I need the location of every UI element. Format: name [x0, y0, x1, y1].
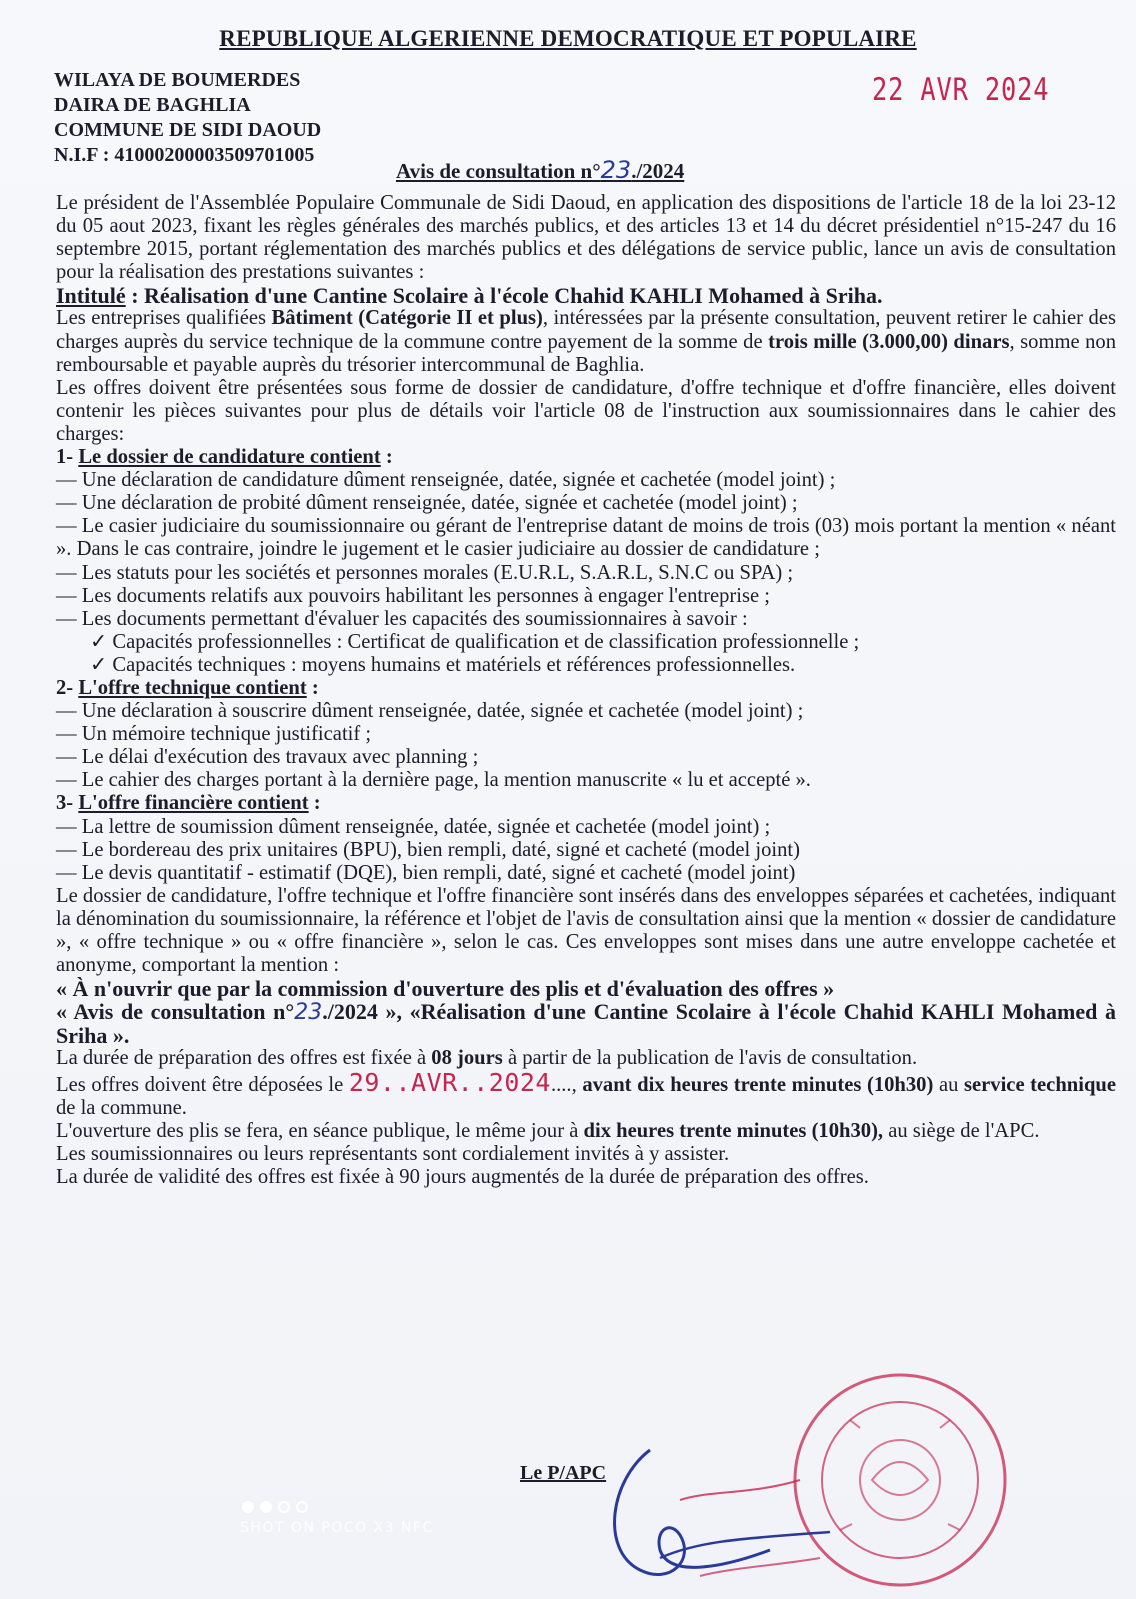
- carousel-dots: [242, 1500, 314, 1518]
- admin-block: [54, 68, 321, 168]
- daira-line: DAIRA DE BAGHLIA: [54, 94, 251, 116]
- section3-num: 3-: [56, 792, 79, 815]
- list-item: — Les documents relatifs aux pouvoirs habilitant les personnes à engager l'entreprise ;: [56, 584, 770, 607]
- list-item: — Le bordereau des prix unitaires (BPU), bien rempli, daté, signé et cacheté (model joint): [56, 838, 800, 861]
- qualif-text-a: Les entreprises qualifiées: [56, 307, 272, 330]
- ouverture-time: dix heures trente minutes (10h30),: [583, 1119, 884, 1142]
- intitule-paragraph: [56, 284, 1116, 307]
- intitule-label: Intitulé: [56, 283, 126, 309]
- mention-line-1: « À n'ouvrir que par la commission d'ouverture des plis et d'évaluation des offres »: [56, 976, 835, 1002]
- qualif-category: Bâtiment (Catégorie II et plus): [271, 307, 543, 330]
- invite-paragraph: Les soumissionnaires ou leurs représentants sont cordialement invités à y assister.: [56, 1142, 730, 1165]
- title-suffix: ./2024: [631, 159, 685, 183]
- signature-label: Le P/APC: [520, 1462, 607, 1484]
- duree-days: 08 jours: [431, 1047, 503, 1070]
- intro-paragraph: Le président de l'Assemblée Populaire Communale de Sidi Daoud, en application des dispositions de l'article 18 de la loi 23-12 du 05 aout 2023, fixant les règles générales des marchés publics, et des articles 13 et 14 du décret présidentiel n°15-247 du 16 septembre 2015, portant réglementation des marchés publics et des délégations de service public, lance un avis de consultation pour la réalisation des prestations suivantes :: [56, 192, 1116, 284]
- offers-intro-paragraph: Les offres doivent être présentées sous forme de dossier de candidature, d'offre technique et d'offre financière, elles doivent contenir les pièces suivantes pour plus de détails voir l'article 08 de l'instruction aux soumissionnaires dans le cahier des charges:: [56, 376, 1116, 445]
- mention2-number: 23: [294, 1000, 323, 1026]
- date-stamp: 22 AVR 2024: [872, 72, 1050, 108]
- depot-text-e: de la commune.: [56, 1096, 187, 1119]
- duree-paragraph: [56, 1047, 1116, 1070]
- dot-icon: [278, 1501, 290, 1513]
- document-body: [56, 192, 1116, 1189]
- section2-colon: :: [306, 676, 319, 699]
- check-item: ✓ Capacités techniques : moyens humains et matériels et références professionnelles.: [90, 653, 796, 676]
- list-item: — Un mémoire technique justificatif ;: [56, 723, 372, 746]
- section3-colon: :: [308, 792, 321, 815]
- depot-time: avant dix heures trente minutes (10h30): [576, 1073, 934, 1096]
- depot-text-c: au: [933, 1073, 964, 1096]
- ouverture-text-c: au siège de l'APC.: [883, 1119, 1040, 1142]
- mention2-text-a: « Avis de consultation n°: [56, 999, 295, 1025]
- list-item: — Les documents permettant d'évaluer les capacités des soumissionnaires à savoir :: [56, 607, 748, 630]
- check-item: ✓ Capacités professionnelles : Certificat de qualification et de classification professionnelle ;: [90, 630, 860, 653]
- list-item: — Le devis quantitatif - estimatif (DQE), bien rempli, daté, signé et cacheté (model joint): [56, 861, 796, 884]
- title-prefix: Avis de consultation n°: [396, 159, 601, 183]
- qualif-amount: trois mille (3.000,00) dinars: [768, 330, 1010, 353]
- section1-colon: :: [380, 446, 393, 469]
- wilaya-line: WILAYA DE BOUMERDES: [54, 69, 301, 91]
- list-item: — La lettre de soumission dûment renseignée, datée, signée et cachetée (model joint) ;: [56, 815, 771, 838]
- duree-text-a: La durée de préparation des offres est fixée à: [56, 1047, 432, 1070]
- qualification-paragraph: [56, 307, 1116, 376]
- title-number: 23: [600, 156, 632, 184]
- camera-watermark: SHOT ON POCO X3 NFC: [240, 1520, 434, 1536]
- list-item: — Une déclaration de candidature dûment renseignée, datée, signée et cachetée (model joint) ;: [56, 469, 836, 492]
- envelopes-paragraph: Le dossier de candidature, l'offre technique et l'offre financière sont insérés dans des enveloppes séparées et cachetées, indiquant la dénomination du soumissionnaire, la référence et l'objet de l'avis de consultation ainsi que la mention « dossier de candidature », « offre technique » ou « offre financière », selon le cas. Ces enveloppes sont mises dans une autre enveloppe cachetée et anonyme, comportant la mention :: [56, 884, 1116, 977]
- section3-heading: [56, 792, 1116, 815]
- qualif-text-c: , intéressées par la présente consultation, peuvent retirer le cahier des charges auprès du service technique de la commune contre payement de la somme de: [56, 307, 1116, 353]
- list-item: — Les statuts pour les sociétés et personnes morales (E.U.R.L, S.A.R.L, S.N.C ou SPA) ;: [56, 561, 794, 584]
- depot-text-a: Les offres doivent être déposées le: [56, 1073, 349, 1096]
- intitule-text: : Réalisation d'une Cantine Scolaire à l'école Chahid KAHLI Mohamed à Sriha.: [125, 283, 883, 309]
- section1-title: Le dossier de candidature contient: [78, 446, 381, 469]
- dot-icon: [260, 1501, 272, 1513]
- ouverture-text-a: L'ouverture des plis se fera, en séance publique, le même jour à: [56, 1119, 584, 1142]
- depot-paragraph: [56, 1067, 1116, 1120]
- depot-dots: ....,: [550, 1073, 577, 1096]
- section2-heading: [56, 677, 1116, 700]
- list-item: — Le casier judiciaire du soumissionnaire ou gérant de l'entreprise datant de moins de trois (03) mois portant la mention « néant ». Dans le cas contraire, joindre le jugement et le casier judiciaire au dossier de candidature ;: [56, 515, 1116, 561]
- consultation-title: [396, 156, 684, 184]
- depot-date-stamp: 29..AVR..2024: [348, 1067, 551, 1097]
- dot-icon: [296, 1501, 308, 1513]
- section3-title: L'offre financière contient: [78, 792, 309, 815]
- duree-text-c: à partir de la publication de l'avis de consultation.: [502, 1047, 918, 1070]
- nif-line: N.I.F : 41000200003509701005: [54, 144, 315, 166]
- depot-service: service technique: [963, 1073, 1116, 1096]
- section1-heading: [56, 446, 1116, 469]
- list-item: — Une déclaration à souscrire dûment renseignée, datée, signée et cachetée (model joint) ;: [56, 700, 804, 723]
- ouverture-paragraph: [56, 1120, 1116, 1143]
- validite-paragraph: La durée de validité des offres est fixée à 90 jours augmentés de la durée de préparation des offres.: [56, 1165, 869, 1188]
- mention2-text-b: ./2024 », «Réalisation d'une Cantine Scolaire à l'école Chahid KAHLI Mohamed à Sriha ».: [56, 999, 1116, 1049]
- republic-header: REPUBLIQUE ALGERIENNE DEMOCRATIQUE ET POPULAIRE: [219, 26, 917, 51]
- section1-num: 1-: [56, 446, 79, 469]
- handwritten-signature-icon: [600, 1440, 850, 1590]
- section2-title: L'offre technique contient: [78, 676, 307, 699]
- section2-num: 2-: [56, 676, 79, 699]
- dot-icon: [242, 1501, 254, 1513]
- commune-line: COMMUNE DE SIDI DAOUD: [54, 119, 322, 141]
- list-item: — Le délai d'exécution des travaux avec planning ;: [56, 746, 479, 769]
- list-item: — Le cahier des charges portant à la dernière page, la mention manuscrite « lu et accepté ».: [56, 769, 811, 792]
- list-item: — Une déclaration de probité dûment renseignée, datée, signée et cachetée (model joint) ;: [56, 492, 798, 515]
- qualif-text-e: , somme non remboursable et payable auprès du trésorier intercommunal de Baghlia.: [56, 330, 1116, 376]
- mention-line-2: [56, 1000, 1116, 1047]
